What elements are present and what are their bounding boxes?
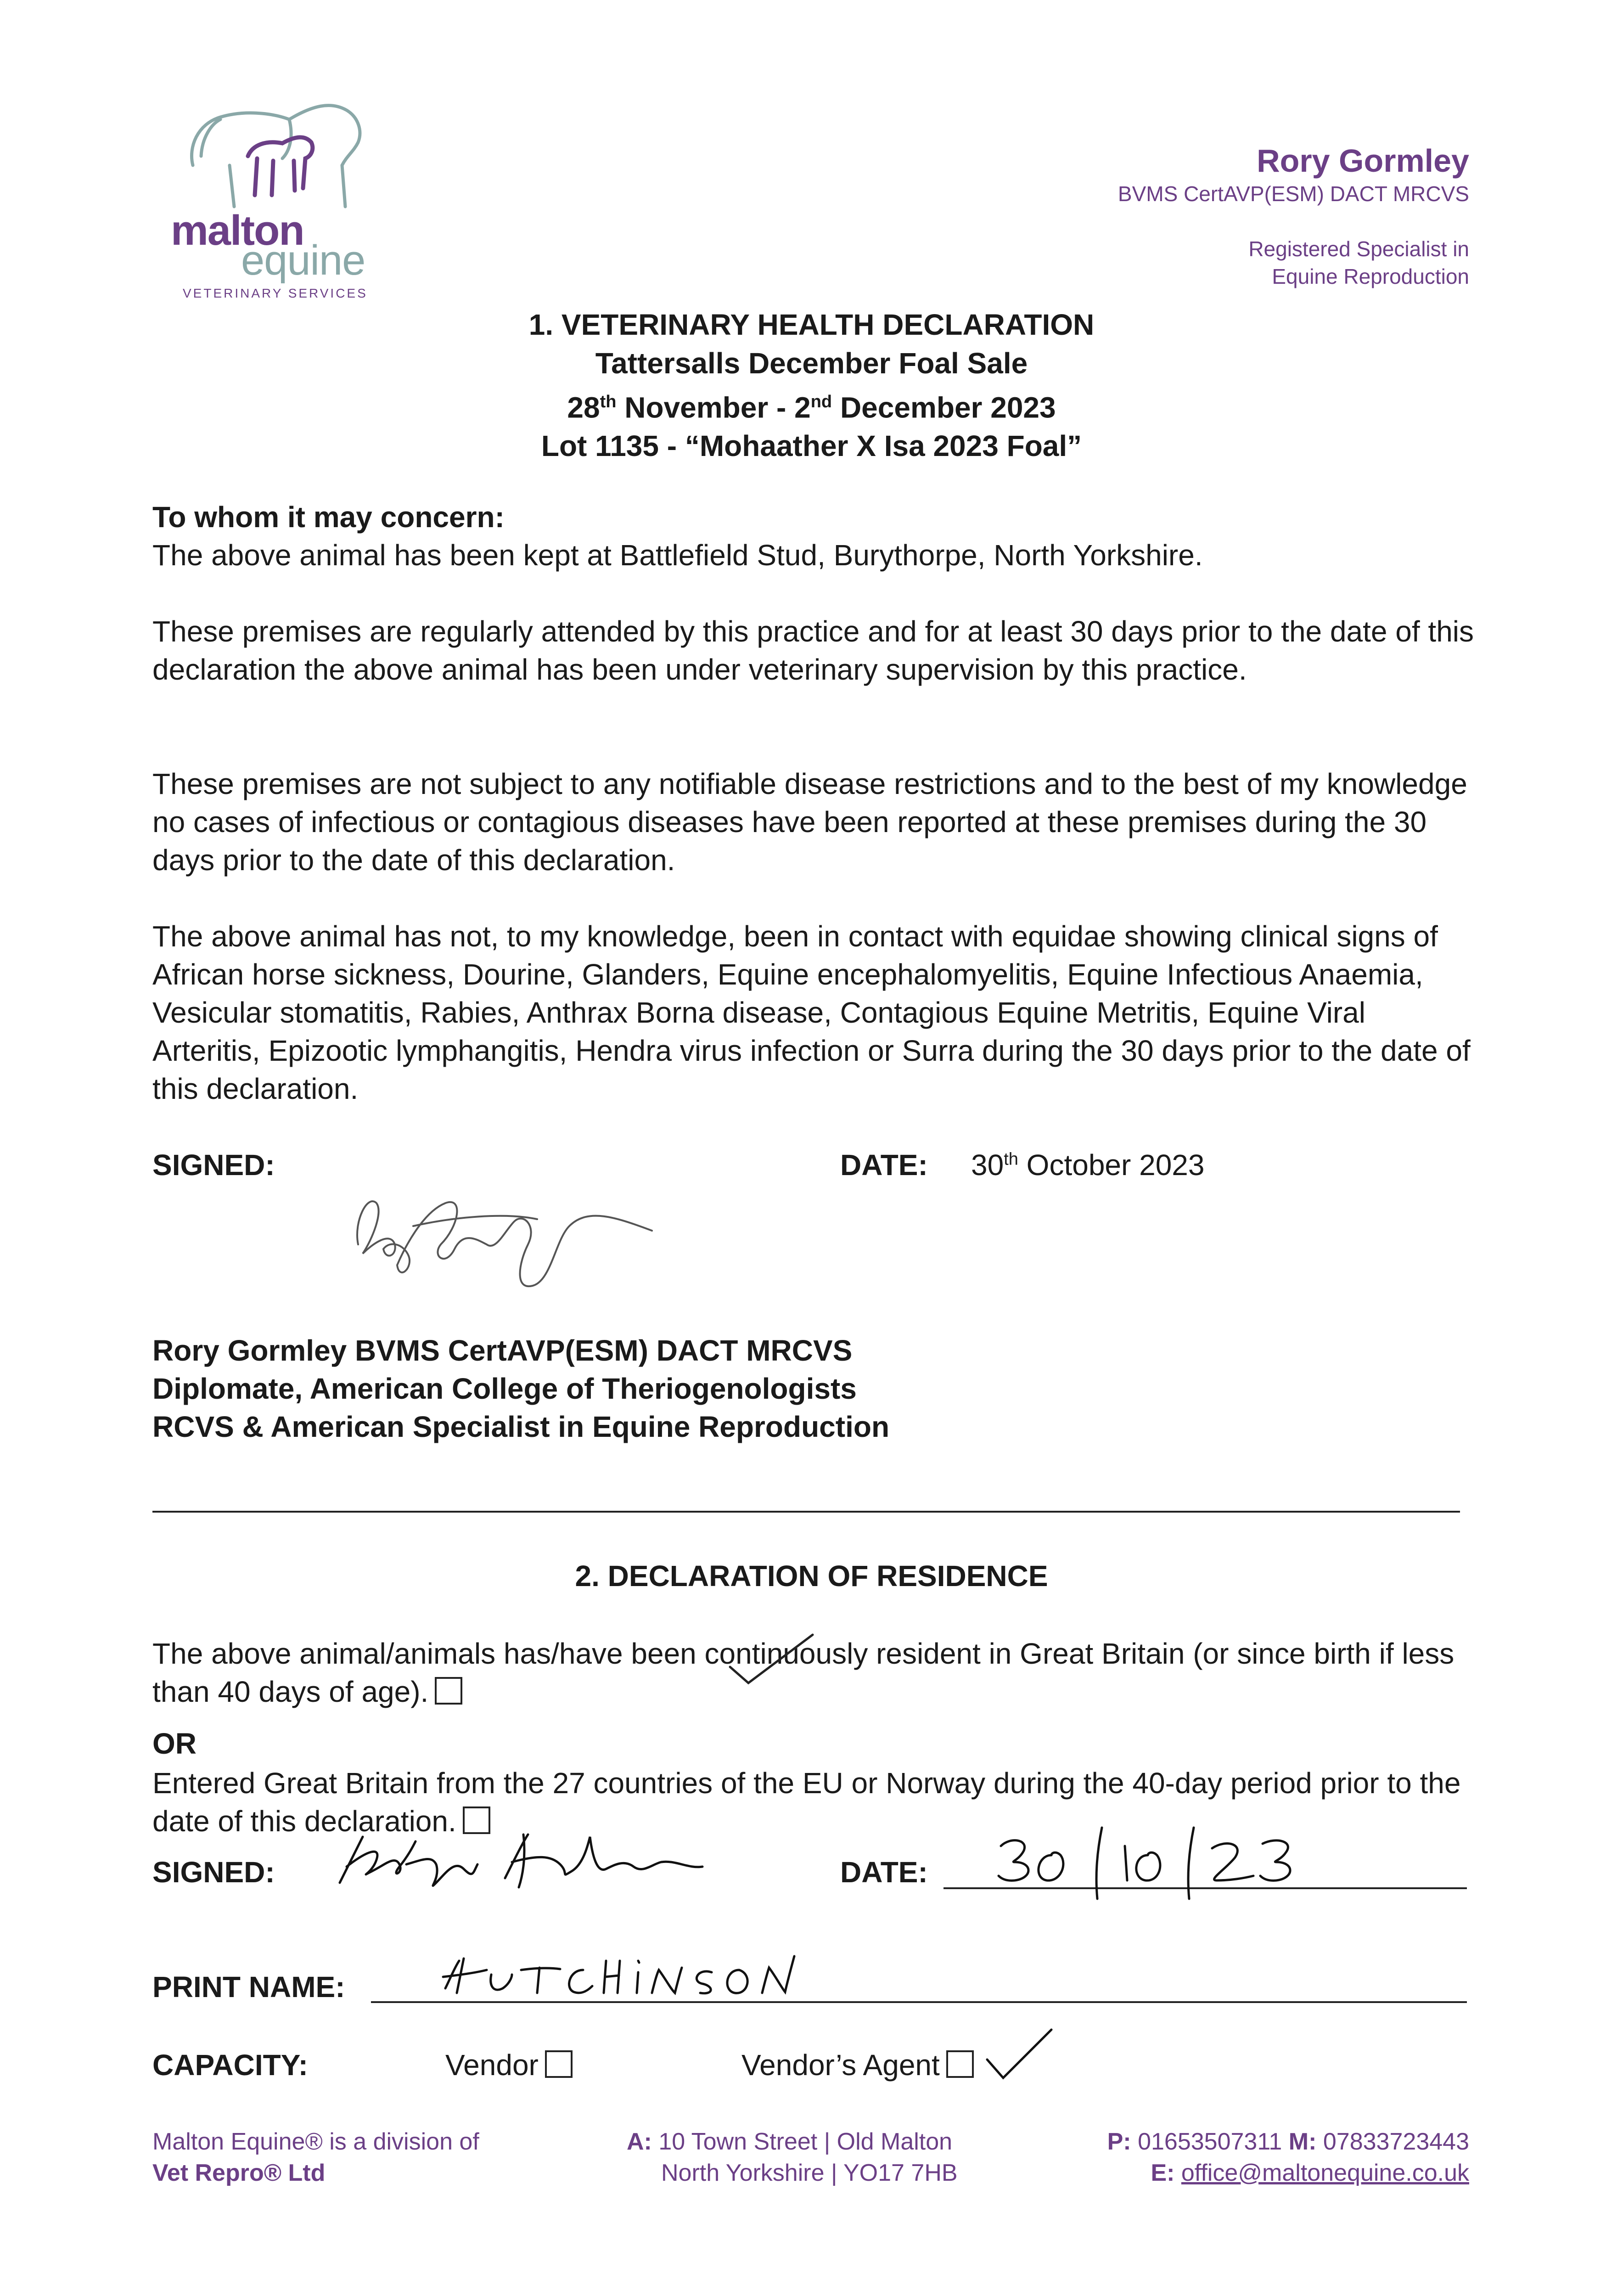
title-line4: Lot 1135 - “Mohaather X Isa 2023 Foal”	[541, 429, 1082, 463]
footer-email-link[interactable]: office@maltonequine.co.uk	[1181, 2160, 1469, 2186]
paragraph-no-contact: The above animal has not, to my knowledge, been in contact with equidae showing clinical signs of African horse sickness, Dourine, Glanders, Equine encephalomyelitis, Equine Infectious Anaemia, Vesicular stomatitis, Rabies, Anthrax Borna disease, Contagious Equine Metritis, Equine Viral Arteritis, Epizootic lymphangitis, Hendra virus infection or Surra during the 30 days prior to the date of this declaration.	[152, 920, 1471, 1105]
handwritten-print-name	[436, 1942, 826, 2007]
footer-phone[interactable]: 01653507311	[1138, 2128, 1282, 2155]
vendor-agent-checkmark-icon	[978, 2020, 1056, 2089]
salutation: To whom it may concern:	[152, 501, 505, 534]
vet-line1: Rory Gormley BVMS CertAVP(ESM) DACT MRCVS	[152, 1334, 853, 1367]
signed-label-1: SIGNED:	[152, 1148, 275, 1182]
residence-option-2[interactable]: Entered Great Britain from the 27 countries of the EU or Norway during the 40-day period prior to the date of this declaration.	[152, 1767, 1461, 1838]
vet-details	[152, 1332, 1475, 1446]
footer-company-name: Vet Repro® Ltd	[152, 2160, 326, 2186]
capacity-vendor-agent-option[interactable]: Vendor’s Agent	[741, 2048, 974, 2082]
title-line3: 28th November - 2nd December 2023	[567, 391, 1056, 424]
vet-line3: RCVS & American Specialist in Equine Reproduction	[152, 1410, 890, 1443]
handwritten-date	[987, 1818, 1354, 1901]
capacity-vendor-option[interactable]: Vendor	[445, 2048, 573, 2082]
vet-signature	[340, 1176, 670, 1300]
option1-checkbox[interactable]	[435, 1677, 462, 1705]
vet-line2: Diplomate, American College of Theriogenologists	[152, 1372, 857, 1405]
footer-company	[152, 2126, 479, 2189]
header-specialist-line1: Registered Specialist in	[1248, 237, 1469, 261]
logo-subtitle: VETERINARY SERVICES	[183, 286, 368, 300]
date-label-2: DATE:	[840, 1856, 928, 1889]
or-label: OR	[152, 1727, 197, 1760]
logo-word-equine: equine	[241, 237, 365, 284]
section2-heading: 2. DECLARATION OF RESIDENCE	[575, 1559, 1048, 1593]
title-line2: Tattersalls December Foal Sale	[595, 347, 1028, 380]
vendor-checkbox[interactable]	[545, 2050, 573, 2078]
declaration-date-1: 30th October 2023	[971, 1148, 1205, 1182]
title-line1: 1. VETERINARY HEALTH DECLARATION	[528, 308, 1095, 341]
signed-label-2: SIGNED:	[152, 1856, 275, 1889]
footer-mobile[interactable]: 07833723443	[1323, 2128, 1469, 2155]
header-specialist-line2: Equine Reproduction	[1272, 264, 1469, 288]
print-name-label: PRINT NAME:	[152, 1970, 345, 2003]
logo-word-malton: malton	[171, 207, 304, 254]
paragraph-no-restrictions: These premises are not subject to any notifiable disease restrictions and to the best of my knowledge no cases of infectious or contagious diseases have been reported at these premises during the 30 days prior to the date of this declaration.	[152, 767, 1467, 877]
section-divider	[152, 1511, 1460, 1513]
footer-address: A: 10 Town Street | Old Malton North Yorkshire | YO17 7HB	[627, 2128, 958, 2186]
capacity-label: CAPACITY:	[152, 2048, 308, 2082]
paragraph-kept-at: The above animal has been kept at Battlefield Stud, Burythorpe, North Yorkshire.	[152, 539, 1203, 572]
vendor-signature	[321, 1828, 762, 1901]
footer-division-text: Malton Equine® is a division of	[152, 2128, 479, 2155]
vendor-agent-checkbox[interactable]	[946, 2050, 974, 2078]
residence-option-1[interactable]: The above animal/animals has/have been continuously resident in Great Britain (or since birth if less than 40 days of age).	[152, 1637, 1455, 1708]
footer-contact: P: 01653507311 M: 07833723443 E: office@maltonequine.co.uk	[1107, 2128, 1469, 2186]
option1-checkmark-icon	[716, 1626, 817, 1690]
document-title	[0, 305, 1623, 465]
paragraph-supervision: These premises are regularly attended by this practice and for at least 30 days prior to the date of this declaration the above animal has been under veterinary supervision by this practice.	[152, 615, 1474, 686]
header-name: Rory Gormley	[1257, 143, 1469, 179]
date-label-1: DATE:	[840, 1148, 928, 1182]
header-credentials: BVMS CertAVP(ESM) DACT MRCVS	[1118, 182, 1469, 206]
